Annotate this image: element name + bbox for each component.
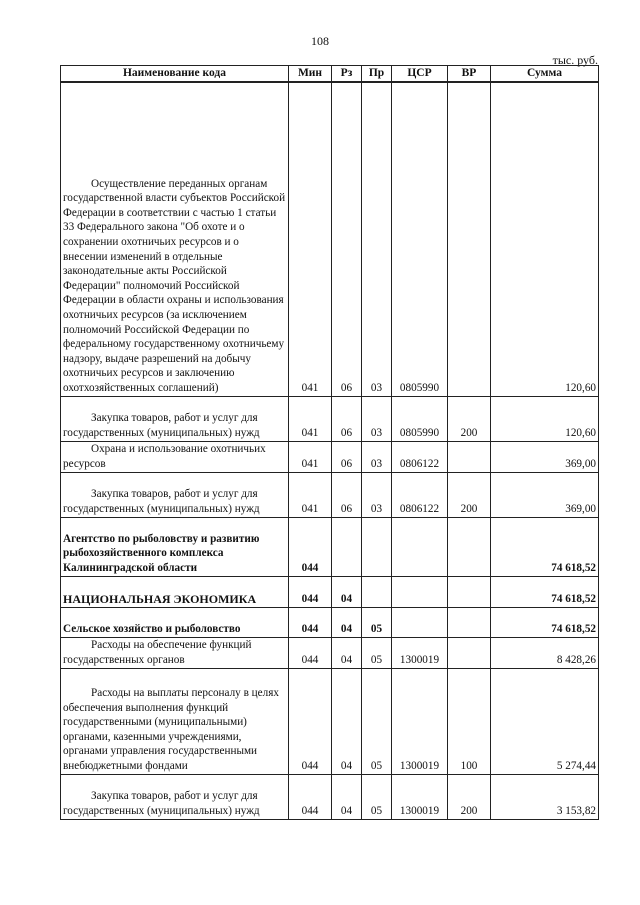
row-pr: 05 [362, 637, 392, 668]
table-row [61, 517, 599, 576]
row-name: Агентство по рыболовству и развитию рыбохозяйственного комплекса Калининградской области [61, 517, 289, 576]
row-pr [362, 517, 392, 576]
row-vr: 200 [448, 472, 491, 517]
row-csr: 0806122 [392, 472, 448, 517]
row-pr: 05 [362, 668, 392, 774]
page-number: 108 [311, 34, 329, 48]
row-rz: 04 [332, 774, 362, 819]
table-row [61, 637, 599, 668]
row-vr [448, 637, 491, 668]
row-name: НАЦИОНАЛЬНАЯ ЭКОНОМИКА [61, 576, 289, 607]
row-pr: 03 [362, 82, 392, 397]
budget-table [60, 65, 599, 820]
row-name: Закупка товаров, работ и услуг для государственных (муниципальных) нужд [61, 472, 289, 517]
row-min: 044 [289, 517, 332, 576]
row-min: 041 [289, 396, 332, 441]
row-rz: 06 [332, 441, 362, 472]
row-vr: 100 [448, 668, 491, 774]
row-csr: 1300019 [392, 668, 448, 774]
row-min: 044 [289, 607, 332, 637]
row-sum: 74 618,52 [491, 607, 599, 637]
table-row [61, 607, 599, 637]
row-vr: 200 [448, 396, 491, 441]
row-rz: 04 [332, 637, 362, 668]
row-csr [392, 517, 448, 576]
row-vr [448, 82, 491, 397]
row-csr: 1300019 [392, 637, 448, 668]
units-label: тыс. руб. [552, 53, 598, 67]
row-rz: 06 [332, 472, 362, 517]
row-rz: 04 [332, 576, 362, 607]
header-pr: Пр [362, 66, 392, 82]
row-name: Расходы на обеспечение функций государственных органов [61, 637, 289, 668]
table-row [61, 472, 599, 517]
row-name: Расходы на выплаты персоналу в целях обеспечения выполнения функций государственными (муниципальными) органами, казенными учреждениями, органами управления государственными внебюджетными фондами [61, 668, 289, 774]
row-csr: 0805990 [392, 396, 448, 441]
row-pr: 03 [362, 441, 392, 472]
table-row [61, 441, 599, 472]
table-row [61, 576, 599, 607]
row-pr: 03 [362, 472, 392, 517]
row-sum: 5 274,44 [491, 668, 599, 774]
row-csr: 1300019 [392, 774, 448, 819]
row-sum: 8 428,26 [491, 637, 599, 668]
row-sum: 120,60 [491, 82, 599, 397]
row-vr: 200 [448, 774, 491, 819]
table-row [61, 82, 599, 397]
row-min: 044 [289, 668, 332, 774]
row-sum: 3 153,82 [491, 774, 599, 819]
row-min: 041 [289, 441, 332, 472]
row-pr: 05 [362, 774, 392, 819]
table-row [61, 668, 599, 774]
row-pr: 05 [362, 607, 392, 637]
header-rz: Рз [332, 66, 362, 82]
row-sum: 369,00 [491, 472, 599, 517]
row-sum: 369,00 [491, 441, 599, 472]
row-vr [448, 607, 491, 637]
row-pr: 03 [362, 396, 392, 441]
row-csr [392, 576, 448, 607]
table-row [61, 774, 599, 819]
row-sum: 74 618,52 [491, 517, 599, 576]
row-name: Закупка товаров, работ и услуг для государственных (муниципальных) нужд [61, 774, 289, 819]
row-csr [392, 607, 448, 637]
header-name: Наименование кода [61, 66, 289, 82]
row-rz: 04 [332, 668, 362, 774]
row-vr [448, 576, 491, 607]
row-min: 044 [289, 576, 332, 607]
table-row [61, 396, 599, 441]
row-pr [362, 576, 392, 607]
row-rz: 06 [332, 82, 362, 397]
row-csr: 0806122 [392, 441, 448, 472]
row-sum: 120,60 [491, 396, 599, 441]
row-min: 044 [289, 637, 332, 668]
row-vr [448, 517, 491, 576]
row-min: 041 [289, 472, 332, 517]
header-sum: Сумма [491, 66, 599, 82]
row-vr [448, 441, 491, 472]
row-rz: 04 [332, 607, 362, 637]
header-min: Мин [289, 66, 332, 82]
row-name: Осуществление переданных органам государственной власти субъектов Российской Федерации в соответствии с частью 1 статьи 33 Федерального закона "Об охоте и о сохранении охотничьих ресурсов и о внесении изменений в отдельные законодательные акты Российской Федерации" полномочий Российской Федерации в области охраны и использования охотничьих ресурсов (за исключением полномочий Российской Федерации по федеральному государственному охотничьему надзору, выдаче разрешений на добычу охотничьих ресурсов и заключению охотхозяйственных соглашений) [61, 82, 289, 397]
row-min: 041 [289, 82, 332, 397]
row-sum: 74 618,52 [491, 576, 599, 607]
header-csr: ЦСР [392, 66, 448, 82]
header-vr: ВР [448, 66, 491, 82]
table-header-row [61, 66, 599, 82]
row-name: Сельское хозяйство и рыболовство [61, 607, 289, 637]
row-rz: 06 [332, 396, 362, 441]
row-name: Охрана и использование охотничьих ресурсов [61, 441, 289, 472]
row-rz [332, 517, 362, 576]
row-csr: 0805990 [392, 82, 448, 397]
row-name: Закупка товаров, работ и услуг для государственных (муниципальных) нужд [61, 396, 289, 441]
row-min: 044 [289, 774, 332, 819]
